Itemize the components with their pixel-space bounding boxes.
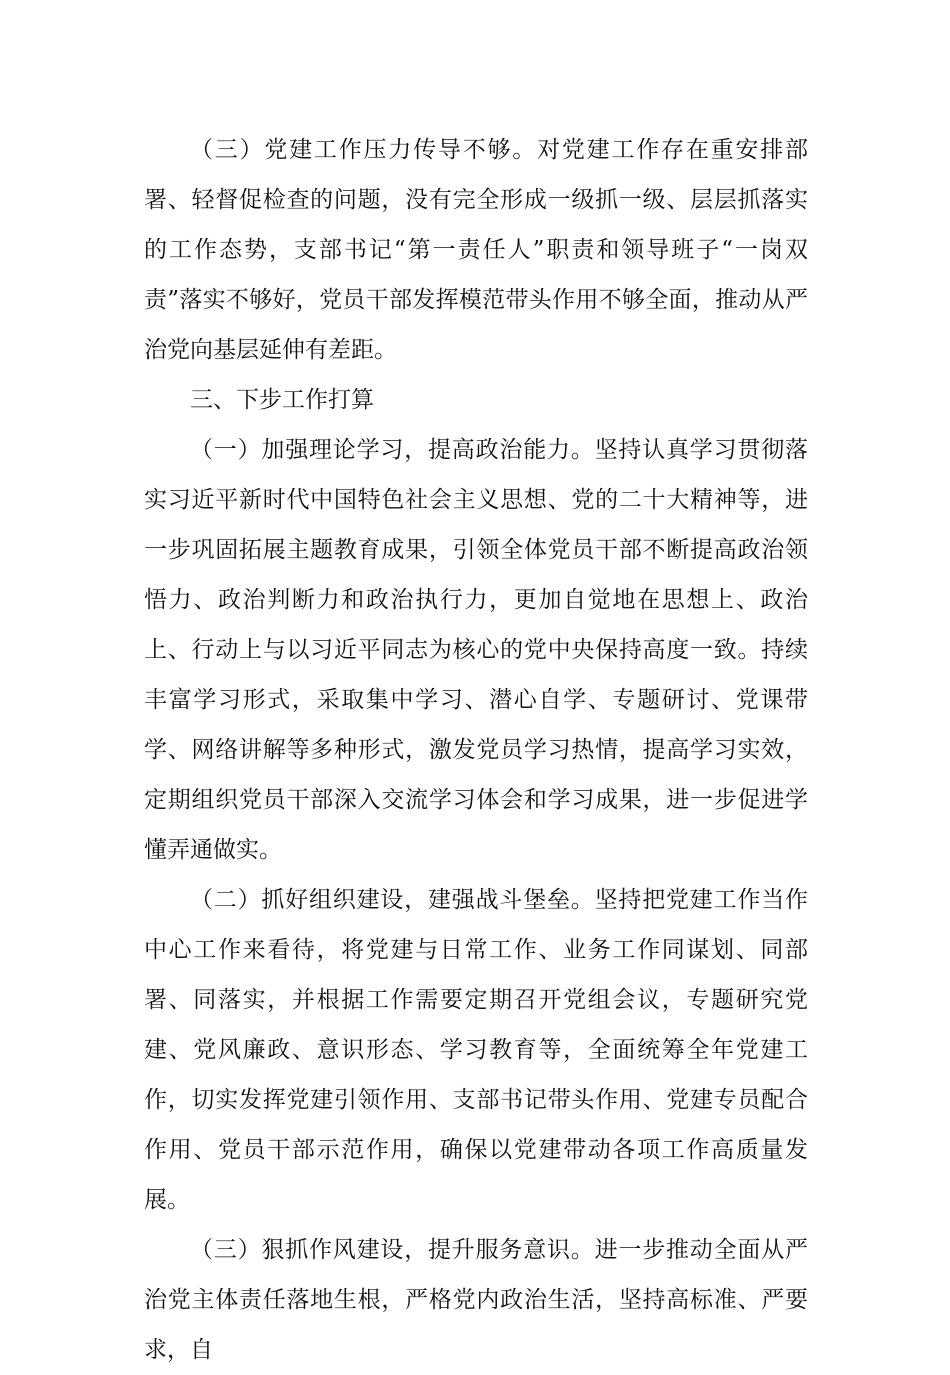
paragraph-pressure-transmission: （三）党建工作压力传导不够。对党建工作存在重安排部署、轻督促检查的问题，没有完全形成一级抓一级、层层抓落实的工作态势，支部书记“第一责任人”职责和领导班子“一岗双责”落实不够好，党员干部发挥模范带头作用不够全面，推动从严治党向基层延伸有差距。 xyxy=(144,137,808,363)
section-heading-next-steps: 三、下步工作打算 xyxy=(190,387,374,413)
document-body xyxy=(144,125,808,1375)
paragraph-theory-study: （一）加强理论学习，提高政治能力。坚持认真学习贯彻落实习近平新时代中国特色社会主义思想、党的二十大精神等，进一步巩固拓展主题教育成果，引领全体党员干部不断提高政治领悟力、政治判断力和政治执行力，更加自觉地在思想上、政治上、行动上与以习近平同志为核心的党中央保持高度一致。持续丰富学习形式，采取集中学习、潜心自学、专题研讨、党课带学、网络讲解等多种形式，激发党员学习热情，提高学习实效，定期组织党员干部深入交流学习体会和学习成果，进一步促进学懂弄通做实。 xyxy=(144,437,808,863)
paragraph-organization-building: （二）抓好组织建设，建强战斗堡垒。坚持把党建工作当作中心工作来看待，将党建与日常工作、业务工作同谋划、同部署、同落实，并根据工作需要定期召开党组会议，专题研究党建、党风廉政、意识形态、学习教育等，全面统筹全年党建工作，切实发挥党建引领作用、支部书记带头作用、党建专员配合作用、党员干部示范作用，确保以党建带动各项工作高质量发展。 xyxy=(144,887,808,1213)
paragraph-style-building: （三）狠抓作风建设，提升服务意识。进一步推动全面从严治党主体责任落地生根，严格党内政治生活，坚持高标准、严要求，自 xyxy=(144,1237,808,1363)
